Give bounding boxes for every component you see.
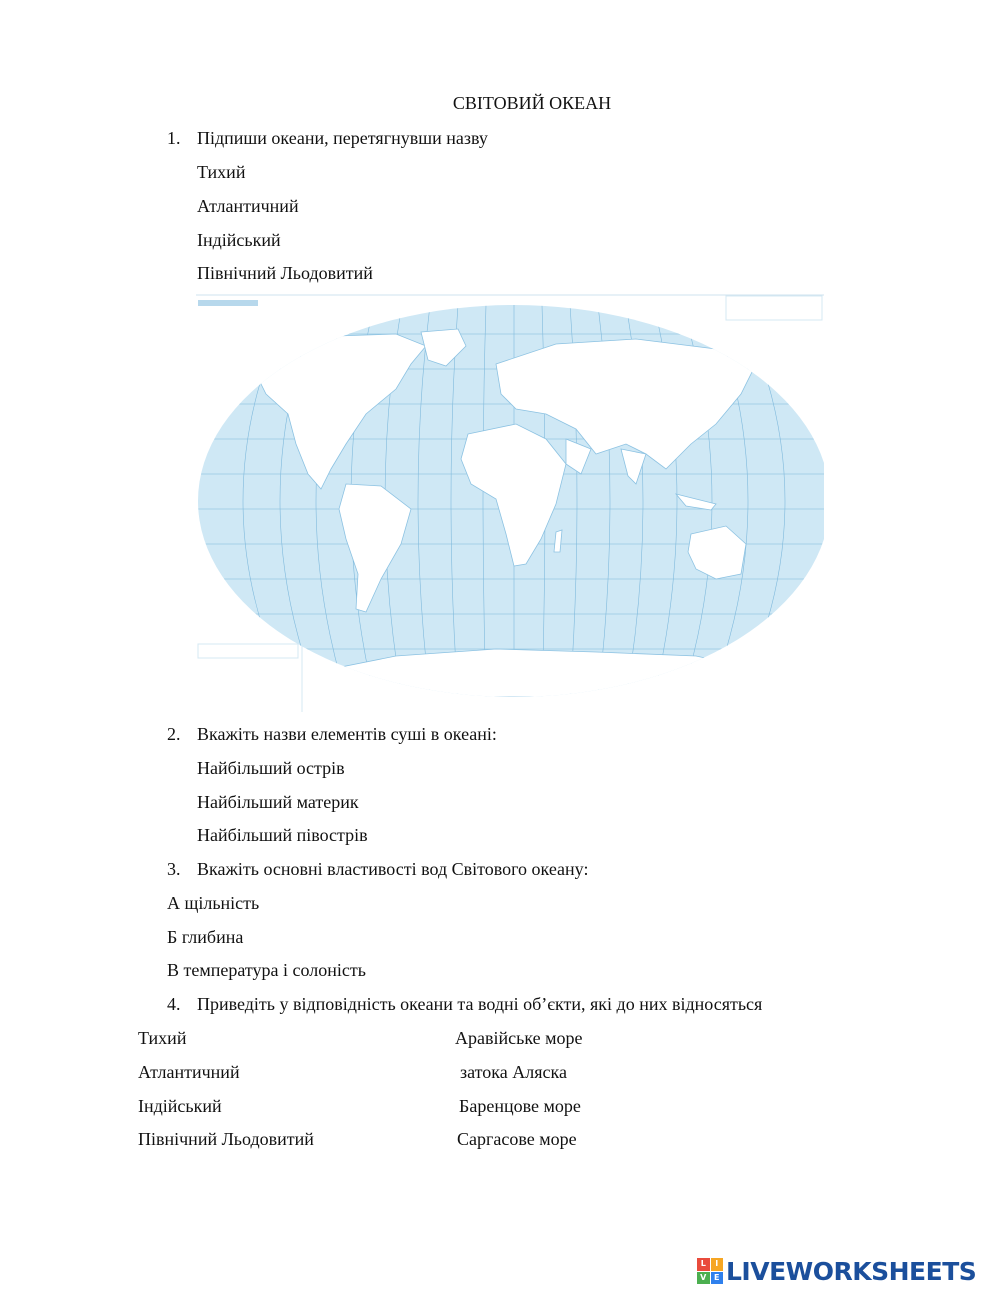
map-title-mark: [198, 300, 258, 306]
logo-icon-letter-v: V: [697, 1272, 710, 1285]
page-title: СВІТОВИЙ ОКЕАН: [452, 93, 612, 113]
task1-option-atlantic[interactable]: Атлантичний: [197, 196, 299, 216]
task1-option-pacific[interactable]: Тихий: [197, 162, 246, 182]
liveworksheets-logo: [697, 1256, 976, 1286]
task2-item-peninsula: Найбільший півострів: [197, 825, 368, 845]
task3-number: 3.: [167, 859, 181, 879]
task3-option-a[interactable]: А щільність: [167, 893, 260, 913]
task4-right-gulf-of-alaska[interactable]: затока Аляска: [460, 1062, 567, 1082]
task1-option-indian[interactable]: Індійський: [197, 230, 281, 250]
task4-left-indian[interactable]: Індійський: [138, 1096, 222, 1116]
task4-right-arabian-sea[interactable]: Аравійське море: [455, 1028, 583, 1048]
task4-left-atlantic[interactable]: Атлантичний: [138, 1062, 240, 1082]
task2-prompt: Вкажіть назви елементів суші в океані:: [197, 724, 497, 744]
task1-option-arctic[interactable]: Північний Льодовитий: [197, 263, 373, 283]
task3-option-c[interactable]: В температура і солоність: [167, 960, 366, 980]
task1-prompt: Підпиши океани, перетягнувши назву: [197, 128, 488, 148]
task4-prompt: Приведіть у відповідність океани та водні об’єкти, які до них відносяться: [197, 994, 763, 1014]
task4-number: 4.: [167, 994, 181, 1014]
task4-right-barents-sea[interactable]: Баренцове море: [459, 1096, 581, 1116]
logo-icon-letter-l: L: [697, 1258, 710, 1271]
task3-prompt: Вкажіть основні властивості вод Світового океану:: [197, 859, 589, 879]
logo-text: LIVEWORKSHEETS: [726, 1256, 977, 1286]
map-inset-box: [198, 644, 298, 658]
task3-option-b[interactable]: Б глибина: [167, 927, 244, 947]
logo-icon-letter-e: E: [711, 1272, 724, 1285]
logo-icon-letter-i: I: [711, 1258, 724, 1271]
world-map-graphic: [196, 294, 824, 712]
world-map: [196, 294, 824, 712]
task2-item-island: Найбільший острів: [197, 758, 345, 778]
task4-right-sargasso-sea[interactable]: Саргасове море: [457, 1129, 577, 1149]
task2-number: 2.: [167, 724, 181, 744]
task1-number: 1.: [167, 128, 181, 148]
task4-left-pacific[interactable]: Тихий: [138, 1028, 187, 1048]
task4-left-arctic[interactable]: Північний Льодовитий: [138, 1129, 314, 1149]
logo-icon: [697, 1258, 723, 1284]
antarctica: [236, 649, 796, 697]
map-legend-box: [726, 296, 822, 320]
task2-item-continent: Найбільший материк: [197, 792, 359, 812]
